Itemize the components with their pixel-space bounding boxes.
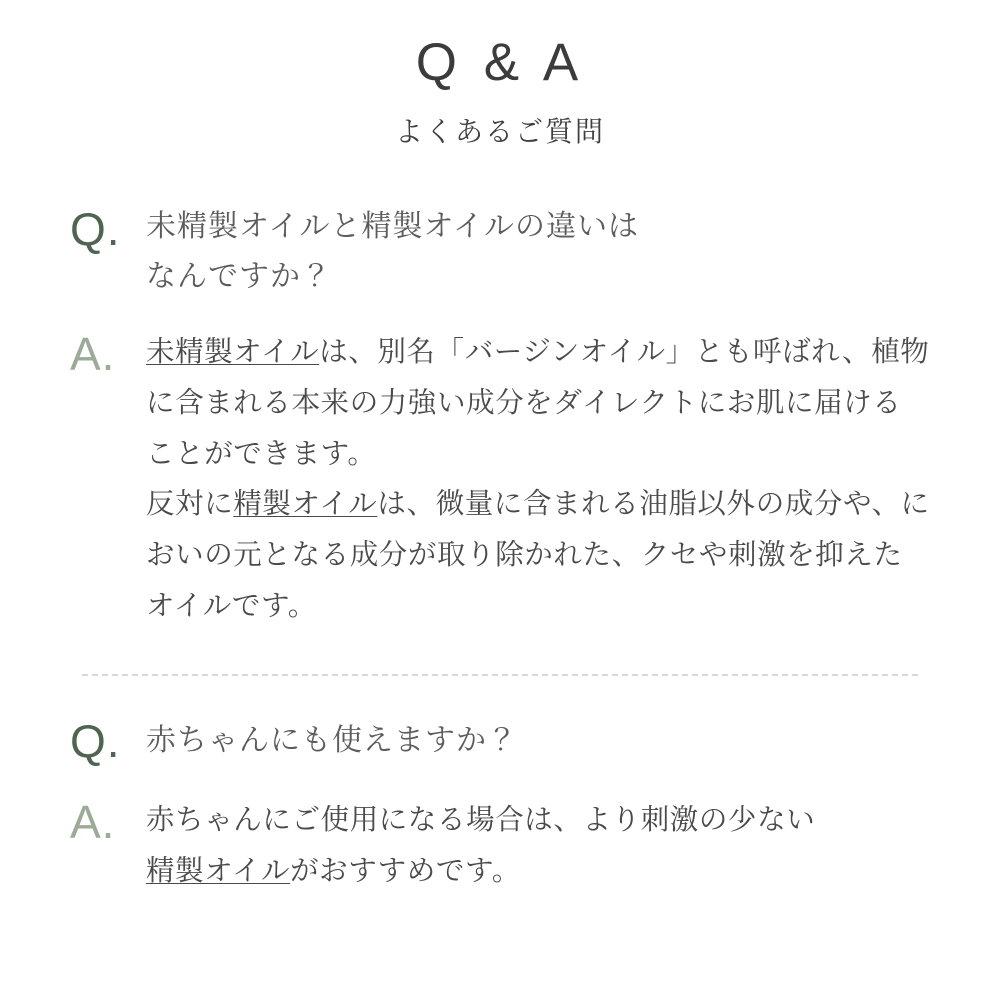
answer-marker: A. — [70, 796, 116, 849]
answer-text: 赤ちゃんにご使用になる場合は、より刺激の少ない 精製オイルがおすすめです。 — [146, 804, 816, 887]
faq-answer-row — [70, 327, 930, 631]
answer-text: 未精製オイルは、別名「バージンオイル」とも呼ばれ、植物に含まれる本来の力強い成分をダイレクトにお肌に届けることができます。 反対に精製オイルは、微量に含まれる油脂以外の成分や、においの元となる成分が取り除かれた、クセや刺激を抑えたオイルです。 — [146, 336, 930, 622]
answer-marker: A. — [70, 328, 116, 381]
question-text: 未精製オイルと精製オイルの違いは なんですか？ — [146, 210, 639, 293]
question-marker: Q. — [70, 203, 121, 256]
faq-question-row — [70, 202, 930, 301]
faq-list — [70, 202, 930, 896]
page-title: Q & A — [415, 33, 585, 92]
faq-item — [70, 202, 930, 631]
faq-question-row — [70, 716, 930, 766]
question-text: 赤ちゃんにも使えますか？ — [146, 723, 518, 757]
divider — [82, 674, 918, 676]
page-subtitle: よくあるご質問 — [394, 116, 605, 148]
faq-item — [70, 716, 930, 897]
question-marker: Q. — [70, 714, 121, 767]
faq-answer-row — [70, 795, 930, 896]
page-header — [70, 34, 930, 150]
